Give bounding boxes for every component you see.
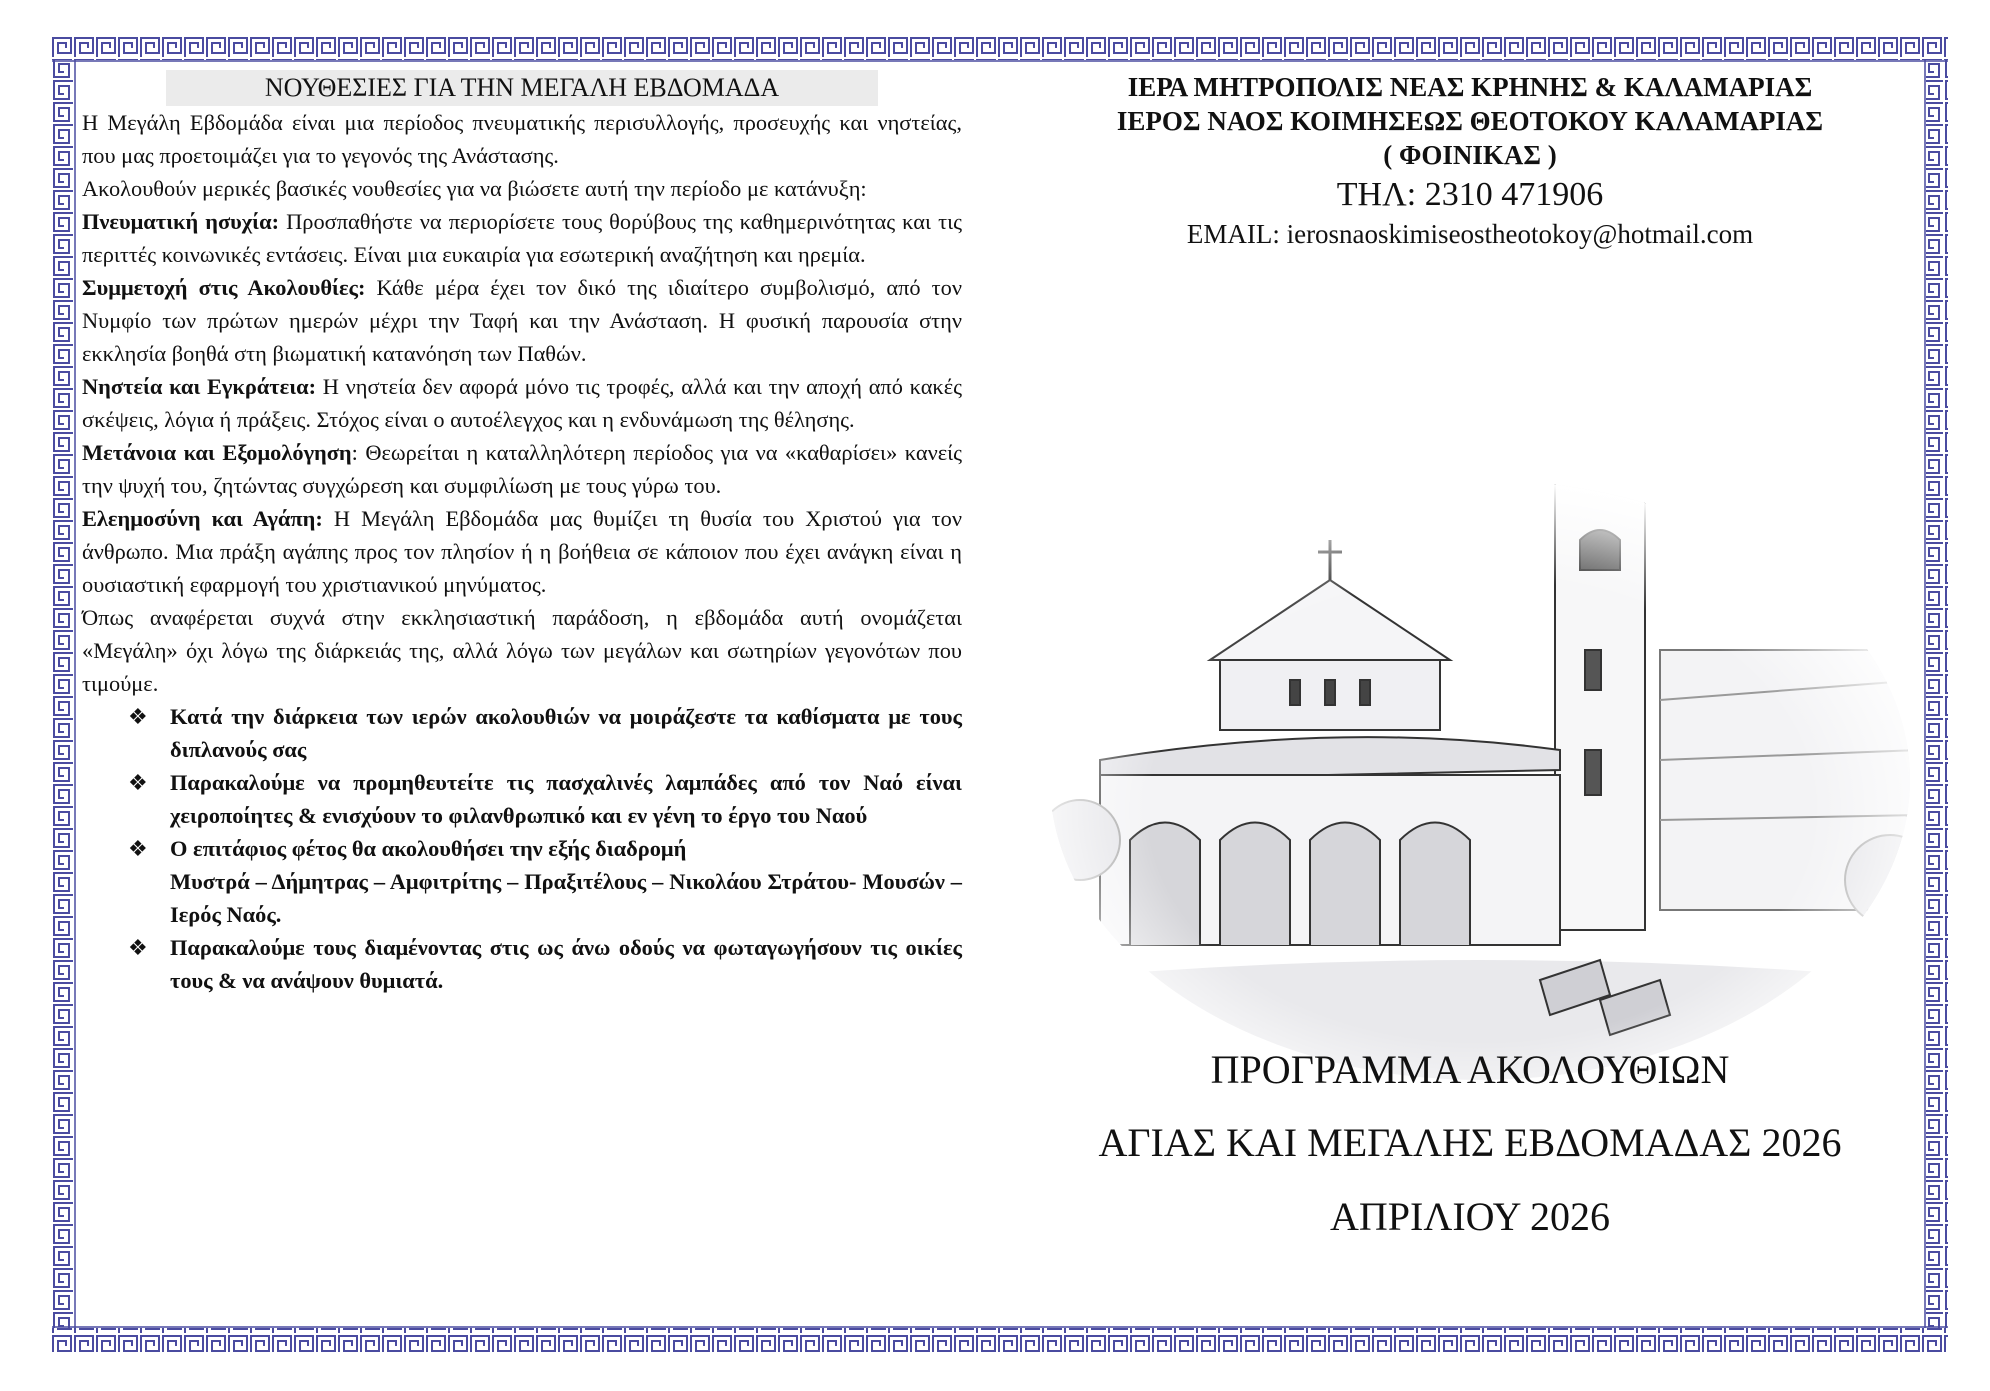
advice-text: Κάθε μέρα έχει τον δικό της ιδιαίτερο συμβολισμό, από τον Νυμφίο των πρώτων ημερών μέχρι την Ταφή και την Ανάσταση. Η φυσική παρουσία στην εκκλησία βοηθά στη βιωματική κατανόηση των Παθών. bbox=[82, 275, 962, 366]
notice-item bbox=[128, 931, 962, 997]
program-subtitle: ΑΓΙΑΣ ΚΑΙ ΜΕΓΑΛΗΣ ΕΒΔΟΜΑΔΑΣ 2026 bbox=[1098, 1120, 1842, 1165]
advice-text: Προσπαθήστε να περιορίσετε τους θορύβους της καθημερινότητας και τις περιττές κοινωνικές εντάσεις. Είναι μια ευκαιρία για εσωτερική αναζήτηση και ηρεμία. bbox=[82, 209, 962, 267]
advice-term: Ελεημοσύνη και Αγάπη: bbox=[82, 506, 323, 531]
notice-item bbox=[128, 766, 962, 832]
four-diamond-bullet-icon: ❖ bbox=[128, 704, 148, 729]
advice-term: Νηστεία και Εγκράτεια: bbox=[82, 374, 317, 399]
advice-panel bbox=[82, 70, 962, 1270]
four-diamond-bullet-icon: ❖ bbox=[128, 770, 148, 795]
advice-item bbox=[82, 502, 962, 601]
advice-text: Η νηστεία δεν αφορά μόνο τις τροφές, αλλά και την αποχή από κακές σκέψεις, λόγια ή πράξεις. Στόχος είναι ο αυτοέλεγχος και η ενδυνάμωση της θέλησης. bbox=[82, 374, 962, 432]
notice-item bbox=[128, 700, 962, 766]
closing-paragraph: Όπως αναφέρεται συχνά στην εκκλησιαστική παράδοση, η εβδομάδα αυτή ονομάζεται «Μεγάλη» όχι λόγω της διάρκειάς της, αλλά λόγω των μεγάλων και σωτηρίων γεγονότων που τιμούμε. bbox=[82, 605, 962, 696]
church-area: ( ΦΟΙΝΙΚΑΣ ) bbox=[1383, 140, 1557, 170]
church-photo-sketch-icon bbox=[1040, 420, 1920, 1080]
notice-item bbox=[128, 832, 962, 931]
advice-item bbox=[82, 436, 962, 502]
notice-text: Παρακαλούμε να προμηθευτείτε τις πασχαλινές λαμπάδες από τον Ναό είναι χειροποίητες & ενισχύουν το φιλανθρωπικό και εν γένη το έργο του Ναού bbox=[170, 770, 962, 828]
notice-text: Κατά την διάρκεια των ιερών ακολουθιών να μοιράζεστε τα καθίσματα με τους διπλανούς σας bbox=[170, 704, 962, 762]
advice-title: ΝΟΥΘΕΣΙΕΣ ΓΙΑ ΤΗΝ ΜΕΓΑΛΗ ΕΒΔΟΜΑΔΑ bbox=[166, 70, 878, 106]
advice-term: Συμμετοχή στις Ακολουθίες: bbox=[82, 275, 366, 300]
advice-item bbox=[82, 271, 962, 370]
advice-item bbox=[82, 205, 962, 271]
metropolis-name: ΙΕΡΑ ΜΗΤΡΟΠΟΛΙΣ ΝΕΑΣ ΚΡΗΝΗΣ & ΚΑΛΑΜΑΡΙΑΣ bbox=[1127, 72, 1813, 102]
procession-route: Μυστρά – Δήμητρας – Αμφιτρίτης – Πραξιτέλους – Νικολάου Στράτου- Μουσών – Ιερός Ναός. bbox=[170, 869, 962, 927]
program-date: ΑΠΡΙΛΙΟΥ 2026 bbox=[1330, 1194, 1610, 1239]
notice-text: Ο επιτάφιος φέτος θα ακολουθήσει την εξής διαδρομή bbox=[170, 836, 687, 861]
advice-term: Μετάνοια και Εξομολόγηση bbox=[82, 440, 352, 465]
phone-number: ΤΗΛ: 2310 471906 bbox=[1336, 176, 1604, 213]
advice-item bbox=[82, 370, 962, 436]
advice-text: : Θεωρείται η καταλληλότερη περίοδος για να «καθαρίσει» κανείς την ψυχή του, ζητώντας συγχώρεση και συμφιλίωση με τους γύρω του. bbox=[82, 440, 962, 498]
email-address: EMAIL: ierosnaoskimiseostheotokoy@hotmail.com bbox=[1186, 219, 1754, 249]
intro-paragraph: Η Μεγάλη Εβδομάδα είναι μια περίοδος πνευματικής περισυλλογής, προσευχής και νηστείας, που μας προετοιμάζει για το γεγονός της Ανάστασης. bbox=[82, 110, 962, 168]
advice-text: Η Μεγάλη Εβδομάδα μας θυμίζει τη θυσία του Χριστού για τον άνθρωπο. Μια πράξη αγάπης προς τον πλησίον ή η βοήθεια σε κάποιον που έχει ανάγκη είναι η ουσιαστική εφαρμογή του χριστιανικού μηνύματος. bbox=[82, 506, 962, 597]
notice-text: Παρακαλούμε τους διαμένοντας στις ως άνω οδούς να φωταγωγήσουν τις οικίες τους & να ανάψουν θυμιατά. bbox=[170, 935, 962, 993]
four-diamond-bullet-icon: ❖ bbox=[128, 836, 148, 861]
cover-panel bbox=[1020, 70, 1920, 1270]
four-diamond-bullet-icon: ❖ bbox=[128, 935, 148, 960]
advice-term: Πνευματική ησυχία: bbox=[82, 209, 280, 234]
church-name: ΙΕΡΟΣ ΝΑΟΣ ΚΟΙΜΗΣΕΩΣ ΘΕΟΤΟΚΟΥ ΚΑΛΑΜΑΡΙΑΣ bbox=[1116, 106, 1824, 136]
program-title: ΠΡΟΓΡΑΜΜΑ ΑΚΟΛΟΥΘΙΩΝ bbox=[1210, 1047, 1730, 1092]
notice-list bbox=[82, 700, 962, 997]
intro-lead: Ακολουθούν μερικές βασικές νουθεσίες για να βιώσετε αυτή την περίοδο με κατάνυξη: bbox=[82, 176, 867, 201]
